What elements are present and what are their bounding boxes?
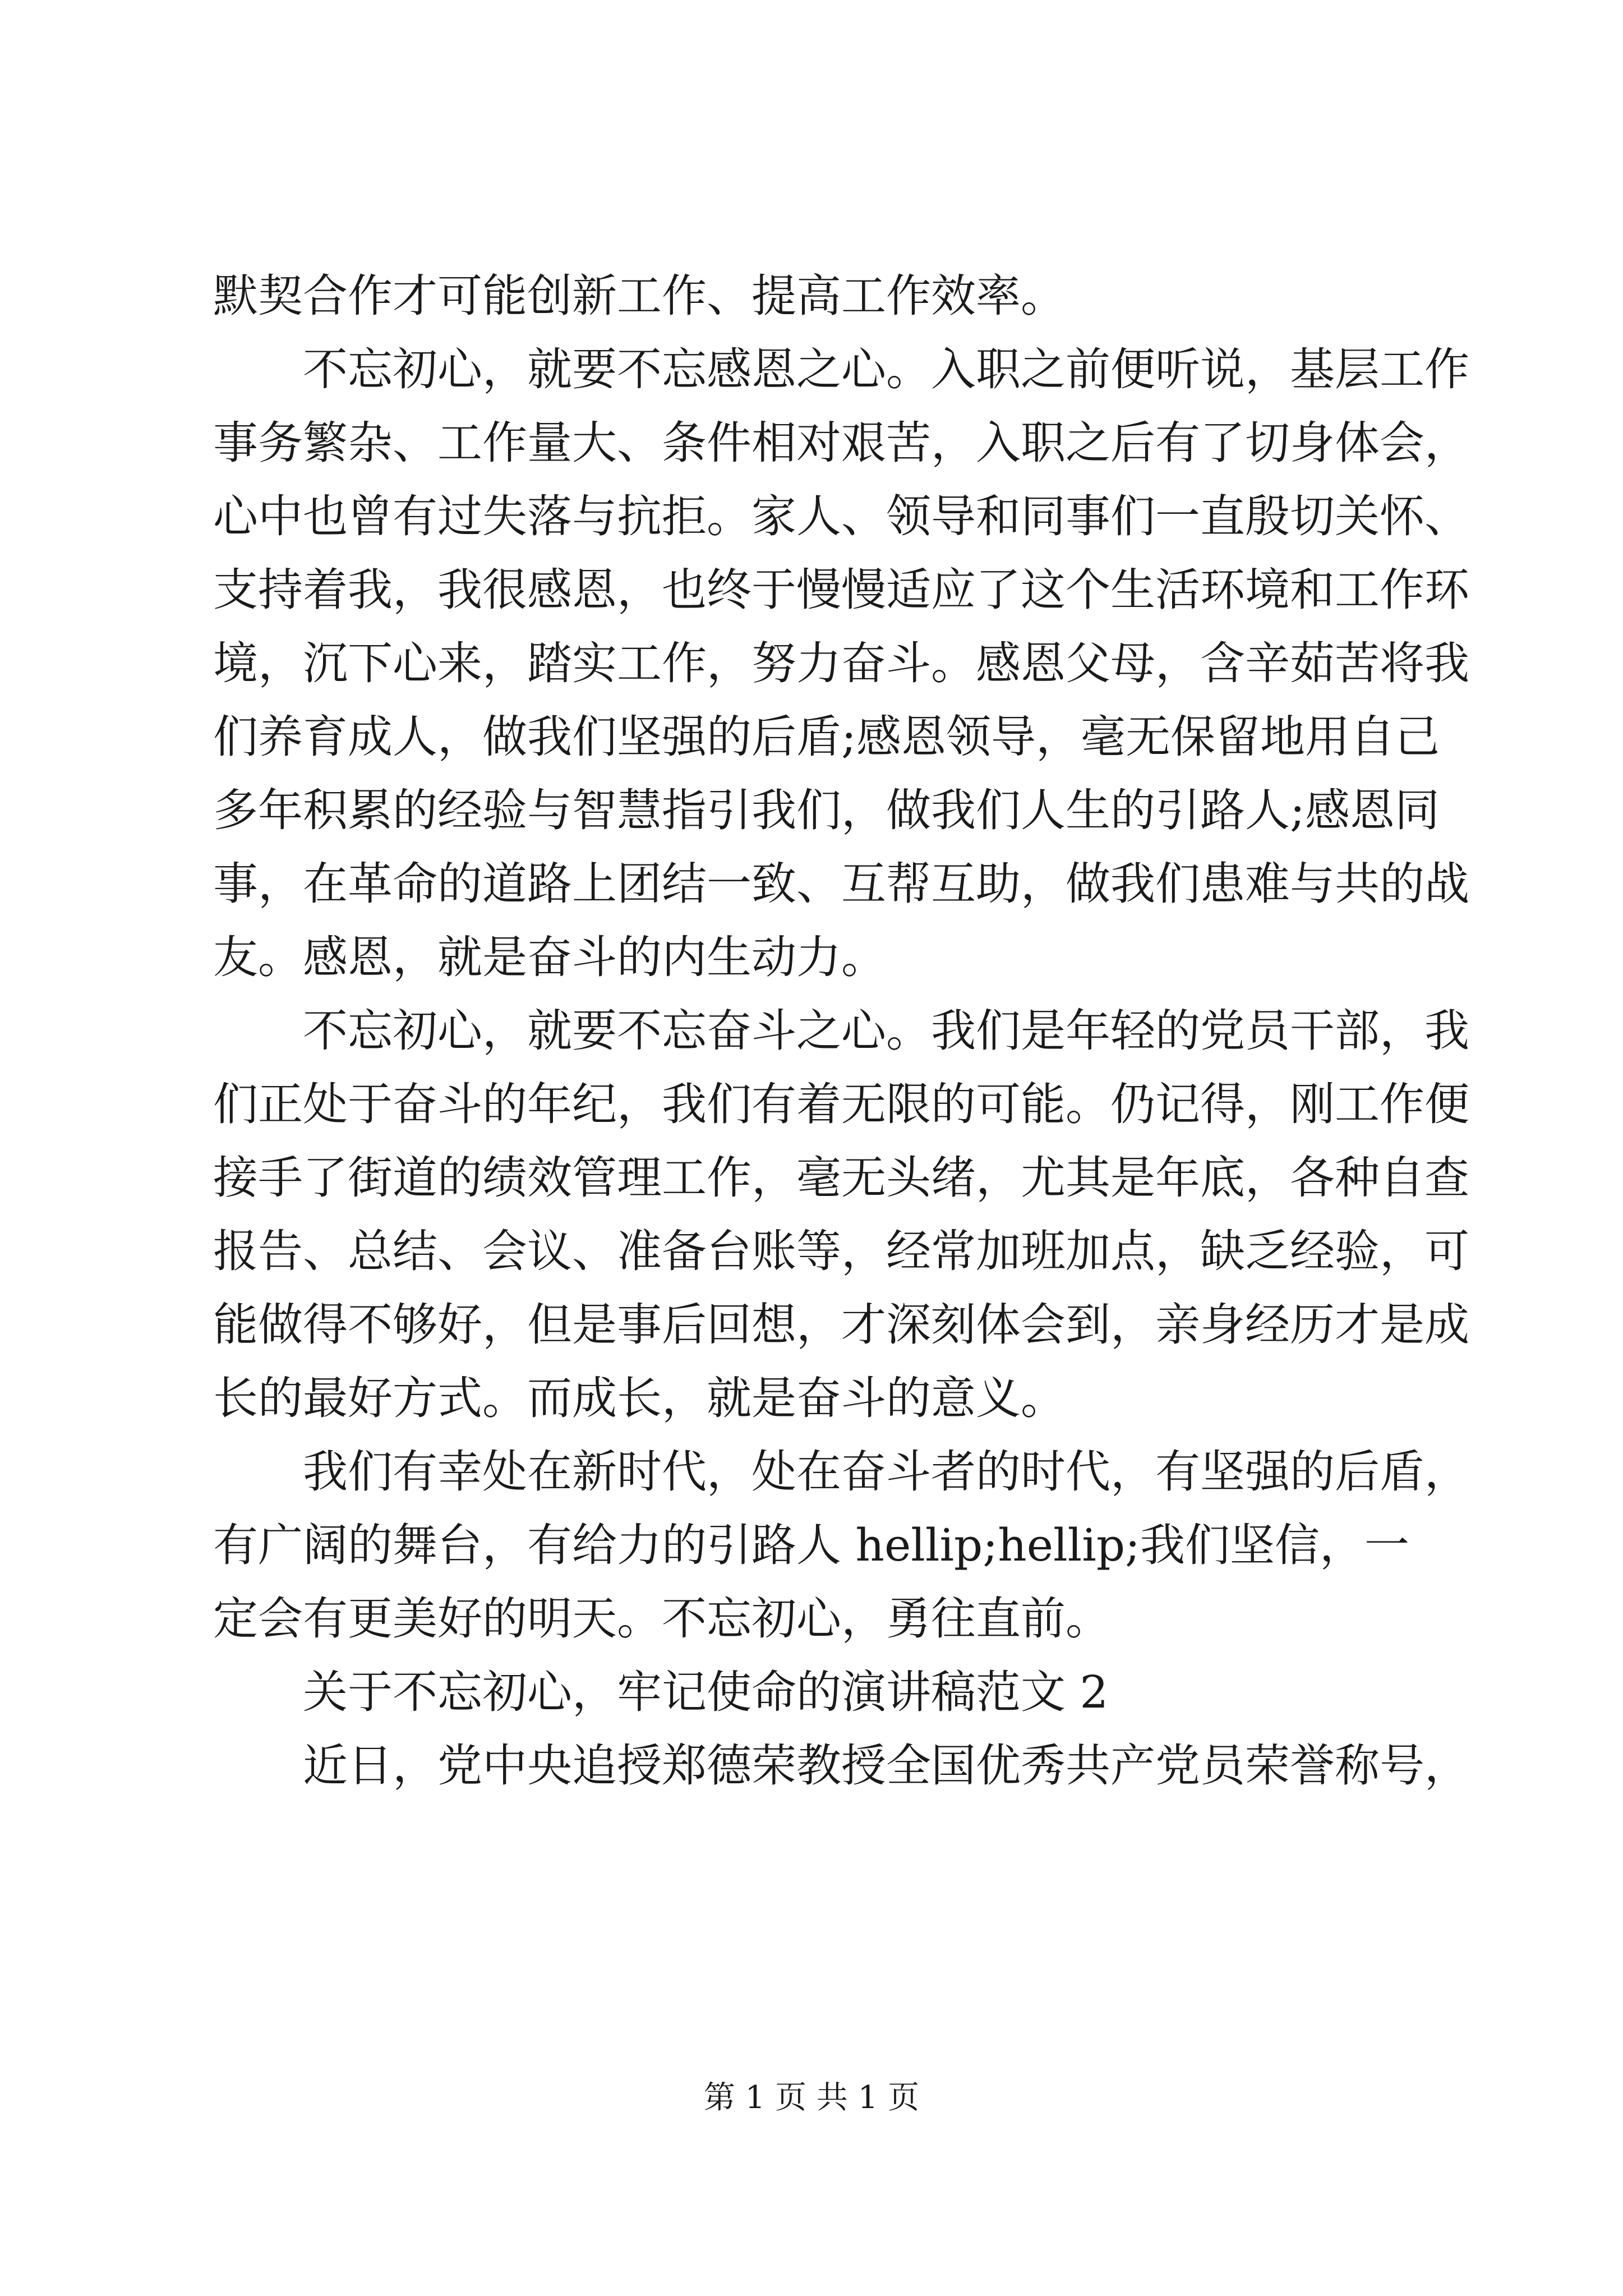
text-line: 有广阔的舞台，有给力的引路人 hellip;hellip;我们坚信，一	[213, 1519, 1410, 1571]
text-line: 境，沉下心来，踏实工作，努力奋斗。感恩父母，含辛茹苦将我	[213, 637, 1469, 689]
text-line: 长的最好方式。而成长，就是奋斗的意义。	[213, 1372, 1066, 1424]
text-line: 友。感恩，就是奋斗的内生动力。	[213, 931, 886, 983]
text-line: 多年积累的经验与智慧指引我们，做我们人生的引路人;感恩同	[213, 784, 1440, 836]
page-footer: 第 1 页 共 1 页	[703, 2079, 920, 2116]
text-line: 我们有幸处在新时代，处在奋斗者的时代，有坚强的后盾，	[213, 1446, 1469, 1498]
document-body	[213, 259, 1469, 1802]
text-line: 定会有更美好的明天。不忘初心，勇往直前。	[213, 1593, 1110, 1645]
text-line: 心中也曾有过失落与抗拒。家人、领导和同事们一直殷切关怀、	[213, 490, 1469, 542]
text-line: 事，在革命的道路上团结一致、互帮互助，做我们患难与共的战	[213, 858, 1469, 910]
text-line: 们正处于奋斗的年纪，我们有着无限的可能。仍记得，刚工作便	[213, 1078, 1469, 1130]
text-line: 接手了街道的绩效管理工作，毫无头绪，尤其是年底，各种自查	[213, 1152, 1469, 1204]
text-line: 不忘初心，就要不忘奋斗之心。我们是年轻的党员干部，我	[213, 1005, 1469, 1057]
text-line: 报告、总结、会议、准备台账等，经常加班加点，缺乏经验，可	[213, 1225, 1469, 1277]
text-line: 近日，党中央追授郑德荣教授全国优秀共产党员荣誉称号，	[213, 1740, 1469, 1792]
text-line: 事务繁杂、工作量大、条件相对艰苦，入职之后有了切身体会，	[213, 417, 1469, 469]
section-heading: 关于不忘初心，牢记使命的演讲稿范文 2	[213, 1666, 1109, 1718]
text-line: 默契合作才可能创新工作、提高工作效率。	[213, 270, 1066, 322]
text-line: 支持着我，我很感恩，也终于慢慢适应了这个生活环境和工作环	[213, 564, 1469, 616]
text-line: 不忘初心，就要不忘感恩之心。入职之前便听说，基层工作	[213, 343, 1469, 395]
text-line: 们养育成人，做我们坚强的后盾;感恩领导，毫无保留地用自己	[213, 711, 1440, 763]
text-line: 能做得不够好，但是事后回想，才深刻体会到，亲身经历才是成	[213, 1299, 1469, 1351]
